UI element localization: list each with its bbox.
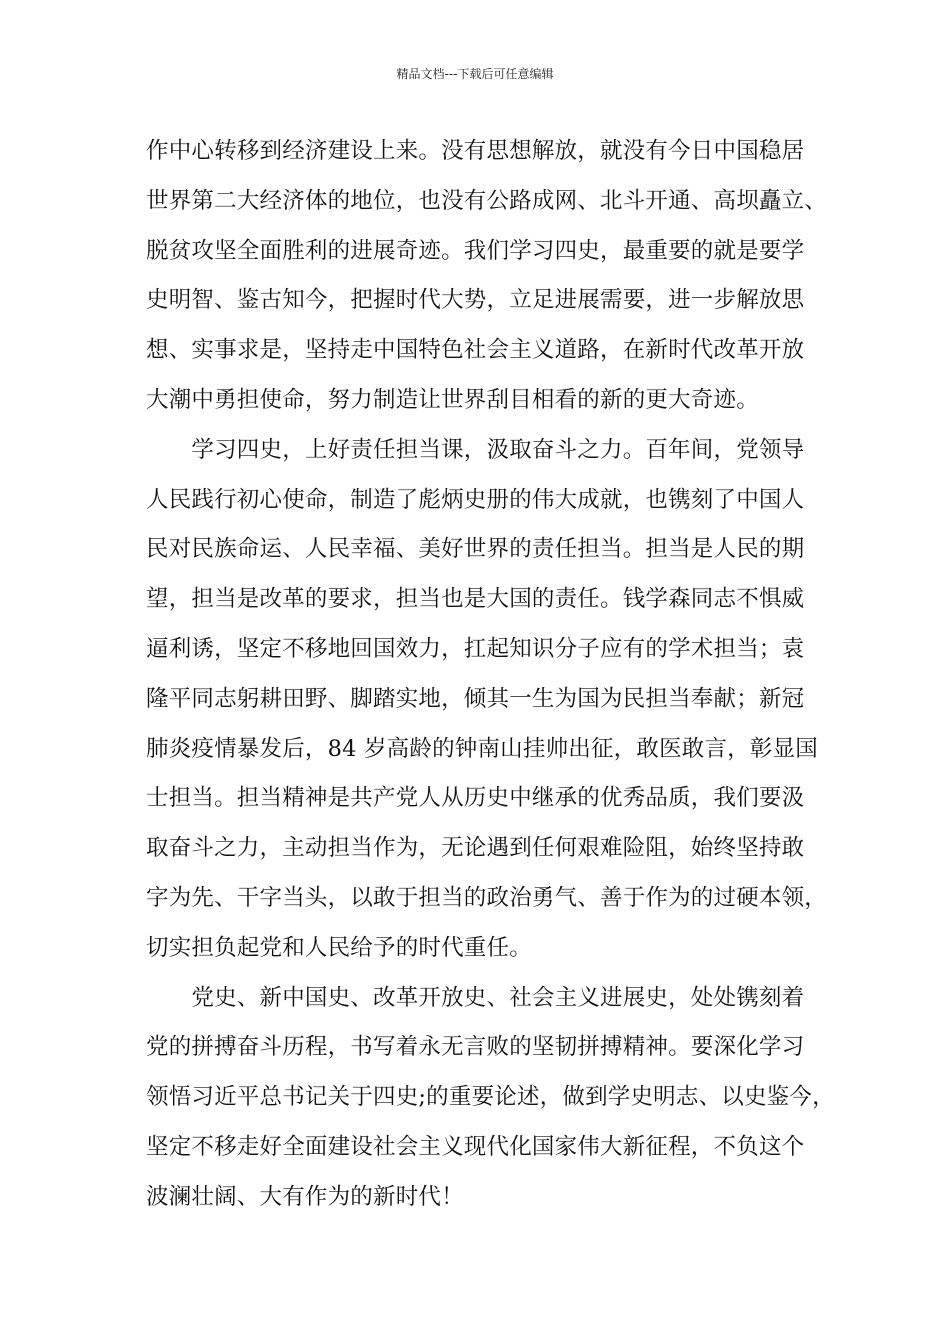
text-line: 望，担当是改革的要求，担当也是大国的责任。钱学森同志不惧威 [146,586,805,613]
text-line: 作中心转移到经济建设上来。没有思想解放，就没有今日中国稳居 [146,138,805,164]
text-line: 大潮中勇担使命，努力制造让世界刮目相看的新的更大奇迹。 [146,386,759,413]
text-line: 领悟习近平总书记关于四史;的重要论述，做到学史明志、以史鉴今， [146,1084,835,1111]
page-header: 精品文档---下载后可任意编辑 [396,67,554,81]
text-line: 肺炎疫情暴发后，84 岁高龄的钟南山挂帅出征，敢医敢言，彰显国 [146,735,818,762]
text-line: 字为先、干字当头，以敢于担当的政治勇气、善于作为的过硬本领， [146,884,828,911]
paragraph-1 [146,127,836,426]
paragraph-3 [146,974,836,1223]
text-line: 隆平同志躬耕田野、脚踏实地，倾其一生为国为民担当奉献；新冠 [146,685,805,712]
text-line: 民对民族命运、人民幸福、美好世界的责任担当。担当是人民的期 [146,536,805,563]
text-line: 取奋斗之力，主动担当作为，无论遇到任何艰难险阻，始终坚持敢 [146,835,805,862]
text-line: 脱贫攻坚全面胜利的进展奇迹。我们学习四史，最重要的就是要学 [146,237,805,264]
text-line: 切实担负起党和人民给予的时代重任。 [146,934,532,961]
text-line: 史明智、鉴古知今，把握时代大势，立足进展需要，进一步解放思 [146,287,805,314]
text-line: 世界第二大经济体的地位，也没有公路成网、北斗开通、高坝矗立、 [146,187,828,214]
text-line: 想、实事求是，坚持走中国特色社会主义道路，在新时代改革开放 [146,337,805,364]
text-line: 党史、新中国史、改革开放史、社会主义进展史，处处镌刻着 [146,984,805,1011]
text-line: 坚定不移走好全面建设社会主义现代化国家伟大新征程，不负这个 [146,1133,805,1160]
paragraph-2 [146,426,836,974]
text-line: 学习四史，上好责任担当课，汲取奋斗之力。百年间，党领导 [146,436,805,463]
text-line: 波澜壮阔、大有作为的新时代！ [146,1183,464,1210]
text-line: 士担当。担当精神是共产党人从历史中继承的优秀品质，我们要汲 [146,785,805,812]
text-line: 党的拼搏奋斗历程，书写着永无言败的坚韧拼搏精神。要深化学习 [146,1034,805,1061]
document-body [146,127,836,1223]
text-line: 人民践行初心使命，制造了彪炳史册的伟大成就，也镌刻了中国人 [146,486,805,513]
text-line: 逼利诱，坚定不移地回国效力，扛起知识分子应有的学术担当；袁 [146,635,805,662]
